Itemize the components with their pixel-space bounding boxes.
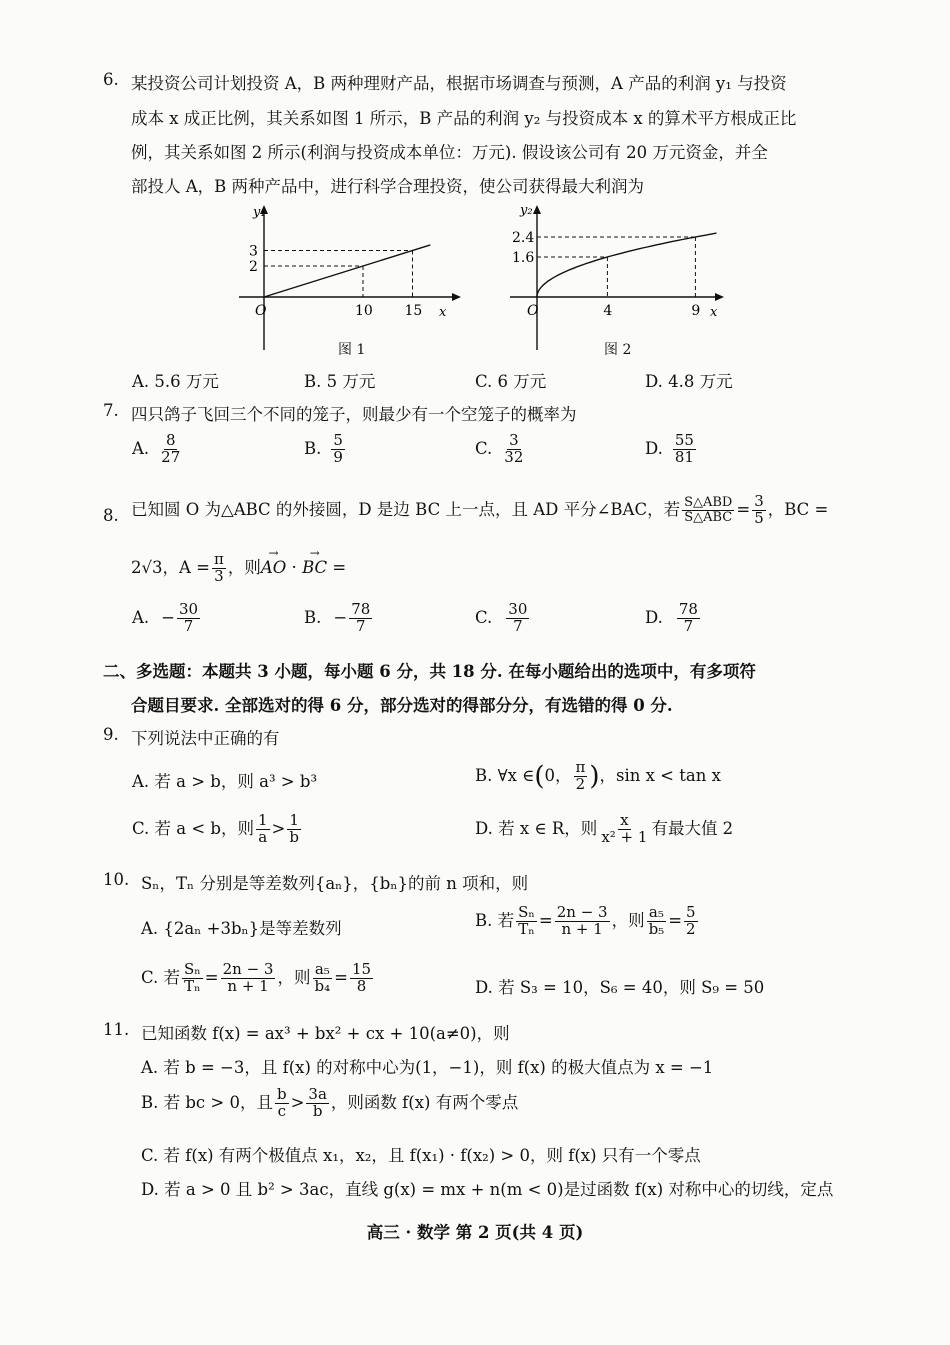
fig2-ylabel: y₂ xyxy=(520,203,533,218)
q7-b-den: 9 xyxy=(333,447,343,466)
q8-a-fraction xyxy=(177,602,200,635)
q10-c-num-4: 15 xyxy=(351,960,372,978)
q9-b-text-3: ，sin x < tan x xyxy=(599,765,721,785)
q9-c-num-2: 1 xyxy=(289,811,299,829)
q10-c-frac-4 xyxy=(350,962,373,995)
q7-c-num: 3 xyxy=(509,431,519,449)
q8-d-fraction xyxy=(677,602,700,635)
q8-eq: = xyxy=(736,499,751,519)
q8-area-num: S△ABD xyxy=(684,495,733,511)
q11-option-d: D. 若 a > 0 且 b² > 3ac，直线 g(x) = mx + n(m < 0)是过函数 f(x) 对称中心的切线，定点 xyxy=(141,1180,834,1199)
q10-c-num-3: a₅ xyxy=(314,960,330,978)
q7-a-fraction xyxy=(159,433,182,466)
q9-c-gt: > xyxy=(271,818,286,838)
q6-option-c: C. 6 万元 xyxy=(475,372,547,391)
q7-d-fraction xyxy=(673,433,696,466)
q8-a-num: 30 xyxy=(179,600,199,618)
q8-text-4: 2√3，A = xyxy=(131,557,210,577)
q9-d-fraction xyxy=(599,813,649,846)
q9-text: 下列说法中正确的有 xyxy=(131,729,280,748)
q11-number: 11. xyxy=(103,1020,130,1039)
fig2-xtick-9: 9 xyxy=(691,303,701,319)
q7-a-num: 8 xyxy=(165,431,176,449)
fig1-xtick-15: 15 xyxy=(404,303,423,319)
q9-option-d xyxy=(475,813,733,846)
q7-b-num: 5 xyxy=(333,431,343,449)
q7-b-label: B. xyxy=(304,438,322,458)
q10-b-den-2: n + 1 xyxy=(561,919,603,938)
q11-b-text-3: ，则函数 f(x) 有两个零点 xyxy=(330,1092,519,1112)
fig1-xlabel: x xyxy=(439,305,447,320)
q10-c-den-3: b₄ xyxy=(314,976,331,995)
q9-b-fraction xyxy=(574,760,588,793)
q9-d-den: x² + 1 xyxy=(601,827,648,846)
fig2-xlabel: x xyxy=(710,305,718,320)
q9-b-lparen: ( xyxy=(534,761,545,792)
fig2-origin: O xyxy=(527,303,539,319)
fig2-xtick-4: 4 xyxy=(603,303,613,319)
q6-option-a: A. 5.6 万元 xyxy=(132,372,219,391)
q10-c-frac-1 xyxy=(182,962,203,995)
q6-option-b: B. 5 万元 xyxy=(304,372,376,391)
q8-vector-bc: → BC xyxy=(302,558,327,577)
fig1-xtick-10: 10 xyxy=(355,303,373,319)
q10-c-text-3: ，则 xyxy=(277,967,311,987)
q9-c-den-1: a xyxy=(258,827,268,846)
q10-c-eq-2: = xyxy=(334,967,348,987)
q8-line-2 xyxy=(131,552,346,585)
q8-c-den: 7 xyxy=(513,616,523,635)
q9-option-b xyxy=(475,760,721,793)
q8-line-1 xyxy=(131,494,828,527)
q8-text-6: = xyxy=(327,557,347,577)
q10-b-frac-4 xyxy=(684,905,698,938)
fig2-caption: 图 2 xyxy=(604,342,632,358)
q11-b-frac-2 xyxy=(306,1087,329,1120)
q10-option-d: D. 若 S₃ = 10，S₆ = 40，则 S₉ = 50 xyxy=(475,978,765,997)
q10-c-text-1: C. 若 xyxy=(141,967,181,987)
q8-number: 8. xyxy=(103,506,119,525)
q8-option-c xyxy=(475,602,531,635)
q8-option-b xyxy=(304,602,374,635)
q10-b-num-4: 5 xyxy=(686,903,696,921)
q10-b-num-2: 2n − 3 xyxy=(556,903,608,921)
q8-text-1: 已知圆 O 为△ABC 的外接圆，D 是边 BC 上一点，且 AD 平分∠BAC，若 xyxy=(131,499,681,519)
fig2-x-arrow xyxy=(715,293,724,301)
q9-option-c xyxy=(132,813,303,846)
q7-number: 7. xyxy=(103,401,119,420)
q9-c-text-1: C. 若 a < b，则 xyxy=(132,818,254,838)
q11-b-den-2: b xyxy=(312,1101,323,1120)
fig2-sqrt-curve xyxy=(537,233,717,297)
q9-number: 9. xyxy=(103,725,119,744)
q9-c-frac-1 xyxy=(256,813,270,846)
fig1-ytick-2: 2 xyxy=(249,259,258,275)
fig2-ytick-2-4: 2.4 xyxy=(512,230,535,246)
q7-d-den: 81 xyxy=(674,447,694,466)
q9-d-num: x xyxy=(620,811,629,829)
q7-c-den: 32 xyxy=(504,447,524,466)
q10-b-frac-2 xyxy=(555,905,610,938)
q7-option-a xyxy=(132,433,184,466)
section-2-heading-1: 二、多选题：本题共 3 小题，每小题 6 分，共 18 分. 在每小题给出的选项中，有多项符 xyxy=(103,662,756,681)
q8-d-label: D. xyxy=(645,607,663,627)
q10-b-den-4: 2 xyxy=(686,919,696,938)
q10-b-text-3: ，则 xyxy=(611,910,645,930)
q10-c-den-4: 8 xyxy=(356,976,367,995)
q10-b-frac-1 xyxy=(516,905,537,938)
fig2-y-arrow xyxy=(533,205,541,214)
q11-option-c: C. 若 f(x) 有两个极值点 x₁，x₂，且 f(x₁) · f(x₂) > 0，则 f(x) 只有一个零点 xyxy=(141,1146,701,1165)
q7-c-fraction xyxy=(502,433,525,466)
q10-b-num-3: a₅ xyxy=(648,903,664,921)
q10-number: 10. xyxy=(103,870,130,889)
q6-line-1: 某投资公司计划投资 A，B 两种理财产品，根据市场调查与预测，A 产品的利润 y₁ 与投资 xyxy=(131,74,787,93)
q8-text-3: ，BC = xyxy=(767,499,829,519)
q10-option-b xyxy=(475,905,700,938)
q10-b-den-3: b₅ xyxy=(648,919,665,938)
q11-b-frac-1 xyxy=(275,1087,289,1120)
q6-line-2: 成本 x 成正比例，其关系如图 1 所示，B 产品的利润 y₂ 与投资成本 x 的算术平方根成正比 xyxy=(131,109,797,128)
q7-d-num: 55 xyxy=(674,431,694,449)
q10-text: Sₙ，Tₙ 分别是等差数列{aₙ}，{bₙ}的前 n 项和，则 xyxy=(141,874,529,893)
fig1-origin: O xyxy=(255,303,267,319)
fig1-caption: 图 1 xyxy=(338,342,366,358)
q10-c-num-1: Sₙ xyxy=(184,960,201,978)
q10-c-frac-2 xyxy=(221,962,276,995)
q9-b-text-2: 0， xyxy=(544,765,572,785)
q8-text-5: ，则 xyxy=(227,557,261,577)
q8-b-den: 7 xyxy=(355,616,366,635)
q8-angle-den: 3 xyxy=(214,566,224,585)
q10-b-eq-2: = xyxy=(668,910,683,930)
q8-b-fraction xyxy=(349,602,372,635)
fig1-line-series xyxy=(264,245,430,297)
q7-a-den: 27 xyxy=(161,447,181,466)
q8-b-sign: − xyxy=(333,607,348,627)
q11-b-num-1: b xyxy=(276,1085,287,1103)
q7-c-label: C. xyxy=(475,438,493,458)
fig1-x-arrow xyxy=(452,293,461,301)
q8-c-num: 30 xyxy=(508,600,528,618)
q6-line-3: 例，其关系如图 2 所示(利润与投资成本单位：万元). 假设该公司有 20 万元资金，并全 xyxy=(131,143,768,162)
q10-b-den-1: Tₙ xyxy=(518,919,535,938)
q9-d-text-2: 有最大值 2 xyxy=(651,818,734,838)
q7-text: 四只鸽子飞回三个不同的笼子，则最少有一个空笼子的概率为 xyxy=(131,405,577,424)
q8-area-den: S△ABC xyxy=(684,509,733,525)
q8-ratio-value xyxy=(752,494,766,527)
q9-b-text-1: B. ∀x ∈ xyxy=(475,765,535,785)
q11-option-b xyxy=(141,1087,518,1120)
q8-dot: · xyxy=(286,557,303,577)
q10-b-frac-3 xyxy=(647,905,667,938)
q7-a-label: A. xyxy=(132,438,150,458)
q8-b-num: 78 xyxy=(351,600,371,618)
q7-option-c xyxy=(475,433,527,466)
q9-c-den-2: b xyxy=(289,827,299,846)
q6-option-d: D. 4.8 万元 xyxy=(645,372,733,391)
q11-text: 已知函数 f(x) = ax³ + bx² + cx + 10(a≠0)，则 xyxy=(141,1024,510,1043)
q11-b-gt: > xyxy=(290,1092,305,1112)
q9-option-a: A. 若 a > b，则 a³ > b³ xyxy=(132,772,318,791)
q8-d-num: 78 xyxy=(678,600,698,618)
q10-option-a: A. {2aₙ +3bₙ}是等差数列 xyxy=(141,919,342,938)
q10-c-den-1: Tₙ xyxy=(184,976,201,995)
q8-c-label: C. xyxy=(475,607,493,627)
q10-b-eq-1: = xyxy=(538,910,553,930)
q9-b-den: 2 xyxy=(575,774,586,793)
q10-b-num-1: Sₙ xyxy=(518,903,535,921)
q9-c-frac-2 xyxy=(287,813,301,846)
q9-d-text-1: D. 若 x ∈ R，则 xyxy=(475,818,598,838)
q11-b-num-2: 3a xyxy=(308,1085,327,1103)
figure-1-chart xyxy=(225,200,475,360)
q8-ratio-num: 3 xyxy=(754,492,764,510)
figure-2-chart xyxy=(500,200,740,360)
q7-option-b xyxy=(304,433,347,466)
q10-c-num-2: 2n − 3 xyxy=(222,960,274,978)
q8-c-fraction xyxy=(506,602,529,635)
q10-c-frac-3 xyxy=(312,962,332,995)
q8-ratio-den: 5 xyxy=(754,508,764,527)
q8-option-a xyxy=(132,602,202,635)
q10-c-eq-1: = xyxy=(204,967,219,987)
q11-option-a: A. 若 b = −3，且 f(x) 的对称中心为(1，−1)，则 f(x) 的极大值点为 x = −1 xyxy=(141,1058,714,1077)
q9-c-num-1: 1 xyxy=(258,811,268,829)
section-2-heading-2: 合题目要求. 全部选对的得 6 分，部分选对的得部分分，有选错的得 0 分. xyxy=(131,696,673,715)
q10-b-text-1: B. 若 xyxy=(475,910,515,930)
q11-b-den-1: c xyxy=(277,1101,286,1120)
q8-angle-num: π xyxy=(214,550,224,568)
q9-b-num: π xyxy=(575,758,586,776)
q11-b-text-1: B. 若 bc > 0，且 xyxy=(141,1092,273,1112)
q8-option-d xyxy=(645,602,702,635)
fig2-ytick-1-6: 1.6 xyxy=(512,250,535,266)
q8-a-label: A. xyxy=(132,607,150,627)
q8-angle-fraction xyxy=(212,552,226,585)
q6-line-4: 部投人 A，B 两种产品中，进行科学合理投资，使公司获得最大利润为 xyxy=(131,177,645,196)
q7-option-d xyxy=(645,433,698,466)
q7-b-fraction xyxy=(331,433,345,466)
q10-c-den-2: n + 1 xyxy=(227,976,269,995)
page-footer: 高三 · 数学 第 2 页(共 4 页) xyxy=(366,1223,584,1242)
q8-a-den: 7 xyxy=(183,616,194,635)
q10-option-c xyxy=(141,962,375,995)
q8-a-sign: − xyxy=(161,607,175,627)
q8-vector-ao: → AO xyxy=(261,558,286,577)
q8-area-ratio xyxy=(682,496,734,524)
q7-d-label: D. xyxy=(645,438,663,458)
fig1-ylabel: y₁ xyxy=(253,205,266,220)
q6-number: 6. xyxy=(103,70,119,89)
q8-b-label: B. xyxy=(304,607,322,627)
fig1-ytick-3: 3 xyxy=(249,243,258,260)
q8-d-den: 7 xyxy=(683,616,694,635)
q9-b-rparen: ) xyxy=(589,761,600,792)
